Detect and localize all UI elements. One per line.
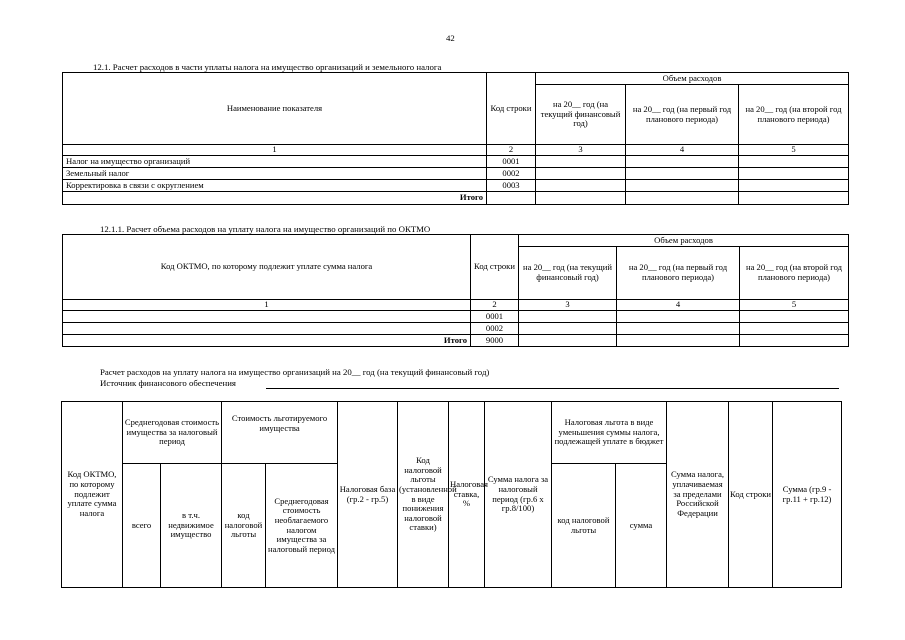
table-row <box>63 180 849 192</box>
col-number: 2 <box>471 300 519 311</box>
header-code: Код строки <box>471 235 519 300</box>
table-row <box>63 323 849 335</box>
source-label: Источник финансового обеспечения <box>100 378 236 388</box>
cell[interactable] <box>536 168 626 180</box>
header-tax-amount: Сумма налога за налоговый период (гр.6 x гр.8/100) <box>485 402 552 588</box>
header-total: всего <box>123 464 161 588</box>
cell[interactable] <box>536 180 626 192</box>
cell[interactable] <box>487 192 536 205</box>
cell[interactable] <box>63 311 471 323</box>
cell[interactable] <box>617 311 740 323</box>
total-row <box>63 335 849 347</box>
header-volume: Объем расходов <box>536 73 849 85</box>
total-row <box>63 192 849 205</box>
col-number: 3 <box>519 300 617 311</box>
page-number: 42 <box>446 33 455 43</box>
cell[interactable] <box>519 335 617 347</box>
col-number: 4 <box>626 145 739 156</box>
header-name: Наименование показателя <box>63 73 487 145</box>
cell[interactable] <box>536 156 626 168</box>
cell[interactable] <box>617 323 740 335</box>
table-row <box>63 156 849 168</box>
header-oktmo: Код ОКТМО, по которому подлежит уплате сумма налога <box>62 402 123 588</box>
table-row <box>63 168 849 180</box>
header-row-code: Код строки <box>729 402 773 588</box>
header-year1: на 20__ год (на текущий финансовый год) <box>536 85 626 145</box>
col-number: 1 <box>63 300 471 311</box>
header-sum-formula: Сумма (гр.9 - гр.11 + гр.12) <box>773 402 842 588</box>
row-name: Корректировка в связи с округлением <box>63 180 487 192</box>
header-benefit-reduce-sum: сумма <box>616 464 667 588</box>
header-year2: на 20__ год (на первый год планового периода) <box>617 247 740 300</box>
header-year1: на 20__ год (на текущий финансовый год) <box>519 247 617 300</box>
row-code: 0002 <box>487 168 536 180</box>
header-privileged-value: Стоимость льготируемого имущества <box>222 402 338 464</box>
header-year2: на 20__ год (на первый год планового периода) <box>626 85 739 145</box>
col-number: 4 <box>617 300 740 311</box>
row-name: Налог на имущество организаций <box>63 156 487 168</box>
header-avg-value: Среднегодовая стоимость имущества за налоговый период <box>123 402 222 464</box>
header-rate: Налоговая ставка, % <box>449 402 485 588</box>
row-code: 0001 <box>471 311 519 323</box>
header-benefit-reduce: Налоговая льгота в виде уменьшения суммы налога, подлежащей уплате в бюджет <box>552 402 667 464</box>
table-row <box>63 311 849 323</box>
row-code: 0003 <box>487 180 536 192</box>
cell[interactable] <box>519 311 617 323</box>
total-label: Итого <box>63 192 487 205</box>
section3-title: Расчет расходов на уплату налога на имущество организаций на 20__ год (на текущий финансовый год) <box>100 367 490 377</box>
cell[interactable] <box>739 168 849 180</box>
cell[interactable] <box>739 192 849 205</box>
cell[interactable] <box>739 180 849 192</box>
header-payable: Сумма налога, уплачиваемая за пределами Российской Федерации <box>667 402 729 588</box>
col-number: 5 <box>740 300 849 311</box>
cell[interactable] <box>626 168 739 180</box>
source-field[interactable] <box>266 387 839 389</box>
total-label: Итого <box>63 335 471 347</box>
header-benefit-code: код налоговой льготы <box>222 464 266 588</box>
cell[interactable] <box>617 335 740 347</box>
cell[interactable] <box>626 192 739 205</box>
header-year3: на 20__ год (на второй год планового периода) <box>740 247 849 300</box>
row-name: Земельный налог <box>63 168 487 180</box>
cell[interactable] <box>740 311 849 323</box>
col-number: 5 <box>739 145 849 156</box>
row-code: 0001 <box>487 156 536 168</box>
section3-table <box>61 401 842 588</box>
header-immovable: в т.ч. недвижимое имущество <box>161 464 222 588</box>
cell[interactable] <box>63 323 471 335</box>
header-non-taxable: Среднегодовая стоимость необлагаемого налогом имущества за налоговый период <box>266 464 338 588</box>
header-benefit-reduce-code: код налоговой льготы <box>552 464 616 588</box>
section1-table <box>62 72 849 205</box>
header-year3: на 20__ год (на второй год планового периода) <box>739 85 849 145</box>
cell[interactable] <box>739 156 849 168</box>
section2-table <box>62 234 849 347</box>
header-volume: Объем расходов <box>519 235 849 247</box>
header-oktmo: Код ОКТМО, по которому подлежит уплате сумма налога <box>63 235 471 300</box>
cell[interactable] <box>536 192 626 205</box>
cell[interactable] <box>626 156 739 168</box>
header-rate-benefit-code: Код налоговой льготы (установленной в виде понижения налоговой ставки) <box>398 402 449 588</box>
col-number: 1 <box>63 145 487 156</box>
col-number: 2 <box>487 145 536 156</box>
cell[interactable] <box>740 335 849 347</box>
cell[interactable] <box>626 180 739 192</box>
section2-title: 12.1.1. Расчет объема расходов на уплату налога на имущество организаций по ОКТМО <box>100 224 431 234</box>
section1-title: 12.1. Расчет расходов в части уплаты налога на имущество организаций и земельного налога <box>93 62 442 72</box>
cell[interactable] <box>740 323 849 335</box>
col-number: 3 <box>536 145 626 156</box>
row-code: 0002 <box>471 323 519 335</box>
header-code: Код строки <box>487 73 536 145</box>
total-code: 9000 <box>471 335 519 347</box>
cell[interactable] <box>519 323 617 335</box>
header-tax-base: Налоговая база (гр.2 - гр.5) <box>338 402 398 588</box>
